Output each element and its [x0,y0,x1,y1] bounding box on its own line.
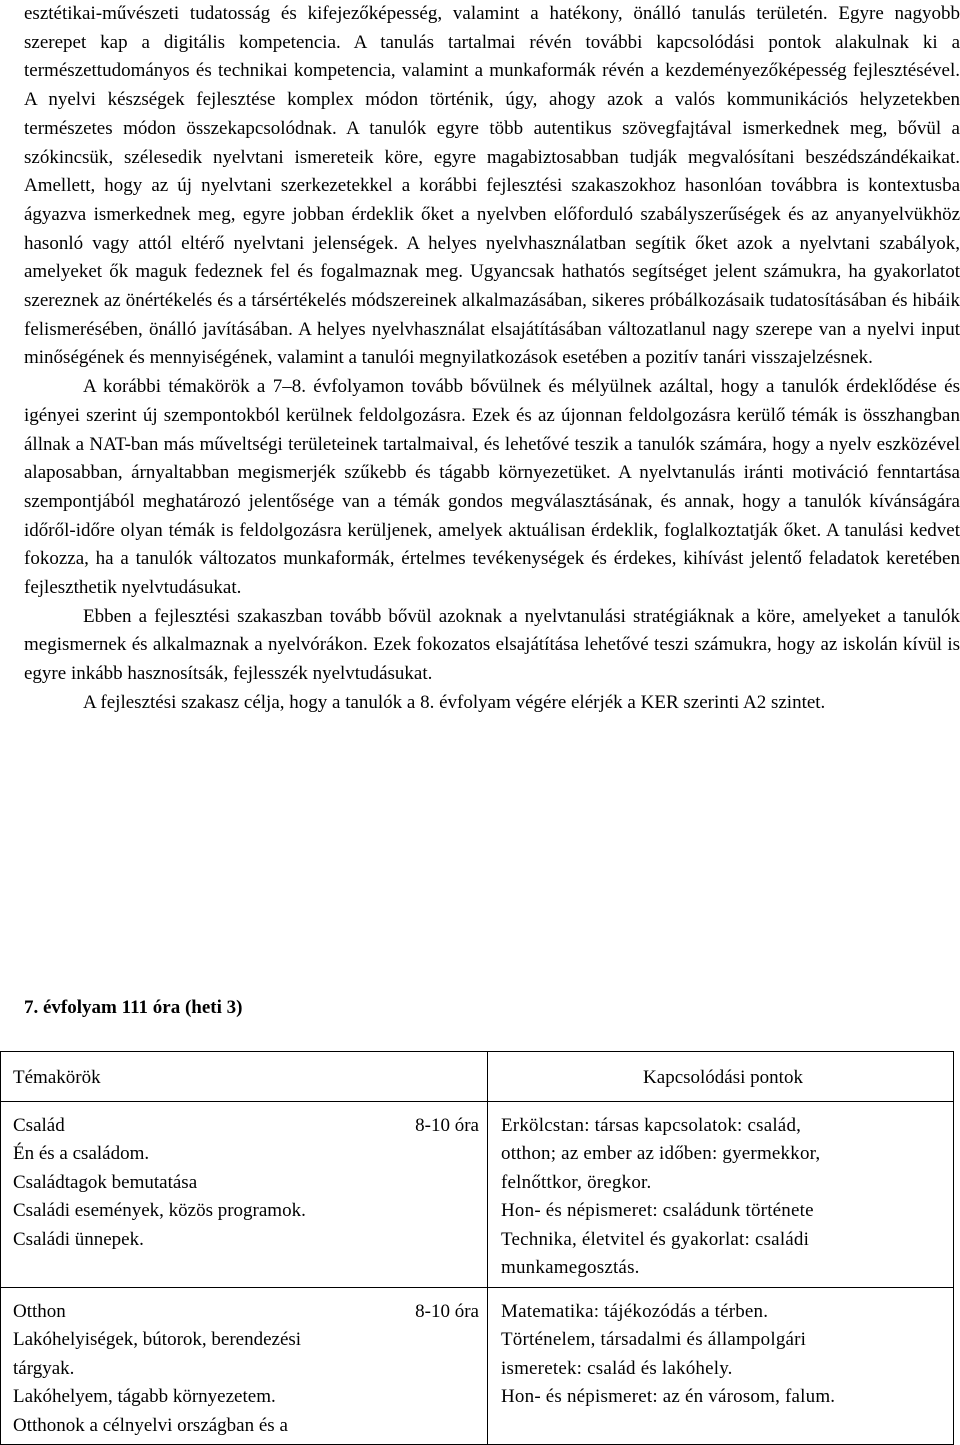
subtopic-line: Lakóhelyiségek, bútorok, berendezési [13,1329,302,1350]
subtopic-line: Családtagok bemutatása [13,1171,198,1193]
subtopic-line: Otthonok a célnyelvi országban és a [13,1414,288,1436]
document-body [24,0,960,718]
topic-title: Otthon [13,1300,66,1322]
link-line: Történelem, társadalmi és állampolgári [501,1329,807,1350]
table-header-row [1,1052,954,1102]
topic-heading [13,1112,479,1141]
topic-hours: 8-10 óra [415,1300,479,1322]
link-line: ismeretek: család és lakóhely. [501,1357,733,1379]
section-heading: 7. évfolyam 111 óra (heti 3) [24,997,243,1018]
paragraph-topics: A korábbi témakörök a 7–8. évfolyamon tovább bővülnek és mélyülnek azáltal, hogy a tanulók érdeklődése és igényei szerint új szempontokból kerülnek feldolgozásra. Ezek és az újonnan feldolgozásra kerülő témák is összhangban állnak a NAT-ban más műveltségi területeinek tartalmaival, és lehetővé teszik a tanulók számára, hogy a nyelv eszközével alaposabban, árnyaltabban megismerjék szűkebb és tágabb környezetüket. A nyelvtanulás iránti motiváció fenntartása szempontjából meghatározó jelentősége van a témák gondos megválasztásának, és annak, hogy a tanulók kívánságára időről-időre olyan témák is feldolgozásra kerüljenek, amelyek aktuálisan érdeklik, foglalkoztatják őket. A tanulási kedvet fokozza, ha a tanulók változatos munkaformák, értelmes tevékenységek és érdekes, kihívást jelentő feladatok keretében fejleszthetik nyelvtudásukat. [24,376,960,599]
topic-hours: 8-10 óra [415,1114,479,1136]
topic-heading [13,1298,479,1327]
subtopic-line: Családi események, közös programok. [13,1200,306,1221]
topic-cell [1,1287,488,1445]
header-links: Kapcsolódási pontok [488,1052,954,1102]
subtopic-line: Én és a családom. [13,1143,150,1164]
paragraph-strategies: Ebben a fejlesztési szakaszban tovább bővül azoknak a nyelvtanulási stratégiáknak a köre, amelyeket a tanulók megismernek és alkalmaznak a nyelvórákon. Ezek fokozatos elsajátítása lehetővé teszi számukra, hogy az iskolán kívül is egyre inkább hasznosítsák, fejlesszék nyelvtudásukat. [24,605,960,685]
topic-cell [1,1101,488,1287]
link-line: Hon- és népismeret: családunk története [501,1200,814,1221]
paragraph-competencies: esztétikai-művészeti tudatosság és kifejezőképesség, valamint a hatékony, önálló tanulás területén. Egyre nagyobb szerepet kap a digitális kompetencia. A tanulás tartalmai révén további kapcsolódási pontok alakulnak ki a természettudományos és technikai kompetencia, valamint a munkaformák révén a kezdeményezőképesség fejlesztésével. A nyelvi készségek fejlesztése komplex módon történik, úgy, ahogy azok a valós kommunikációs helyzetekben természetes módon összekapcsolódnak. A tanulók egyre több autentikus szövegfajtával ismerkednek meg, bővül a szókincsük, szélesedik nyelvtani ismereteik köre, egyre magabiztosabban tudják megvalósítani beszédszándékaikat. Amellett, hogy az új nyelvtani szerkezetekkel a korábbi fejlesztési szakaszokhoz hasonlóan továbbra is kontextusba ágyazva ismerkednek meg, egyre jobban érdeklik őket a nyelvben előforduló szabályszerűségek és az anyanyelvükhöz hasonló vagy attól eltérő nyelvtani jelenségek. A helyes nyelvhasználatban segítik őket azok a nyelvtani szabályok, amelyeket ők maguk fedeznek fel és fogalmaznak meg. Ugyancsak hathatós segítséget jelent számukra, ha gyakorlatot szereznek az önértékelés és a társértékelés módszereinek alkalmazásában, sikeres próbálkozásaik tudatosításában és hibáik felismerésében, önálló javításában. A helyes nyelvhasználat elsajátításában változatlanul nagy szerepe van a nyelvi input minőségének és mennyiségének, valamint a tanulói megnyilatkozások esetében a pozitív tanári visszajelzésnek. [24,3,960,369]
link-line: otthon; az ember az időben: gyermekkor, [501,1143,821,1164]
link-line: Matematika: tájékozódás a térben. [501,1300,769,1322]
link-line: Hon- és népismeret: az én városom, falum. [501,1386,836,1407]
links-cell [488,1101,954,1287]
link-line: Technika, életvitel és gyakorlat: családi [501,1228,810,1250]
link-line: munkamegosztás. [501,1257,640,1278]
header-topics: Témakörök [1,1052,488,1102]
table-row [1,1101,954,1287]
topic-title: Család [13,1114,65,1136]
link-line: Erkölcstan: társas kapcsolatok: család, [501,1114,802,1136]
subtopic-line: Családi ünnepek. [13,1228,144,1250]
links-cell [488,1287,954,1445]
paragraph-goal: A fejlesztési szakasz célja, hogy a tanulók a 8. évfolyam végére elérjék a KER szerinti A2 szintet. [83,691,826,713]
table-row [1,1287,954,1445]
topics-table [0,1051,954,1445]
subtopic-line: Lakóhelyem, tágabb környezetem. [13,1386,276,1407]
subtopic-line: tárgyak. [13,1357,75,1379]
link-line: felnőttkor, öregkor. [501,1171,652,1193]
